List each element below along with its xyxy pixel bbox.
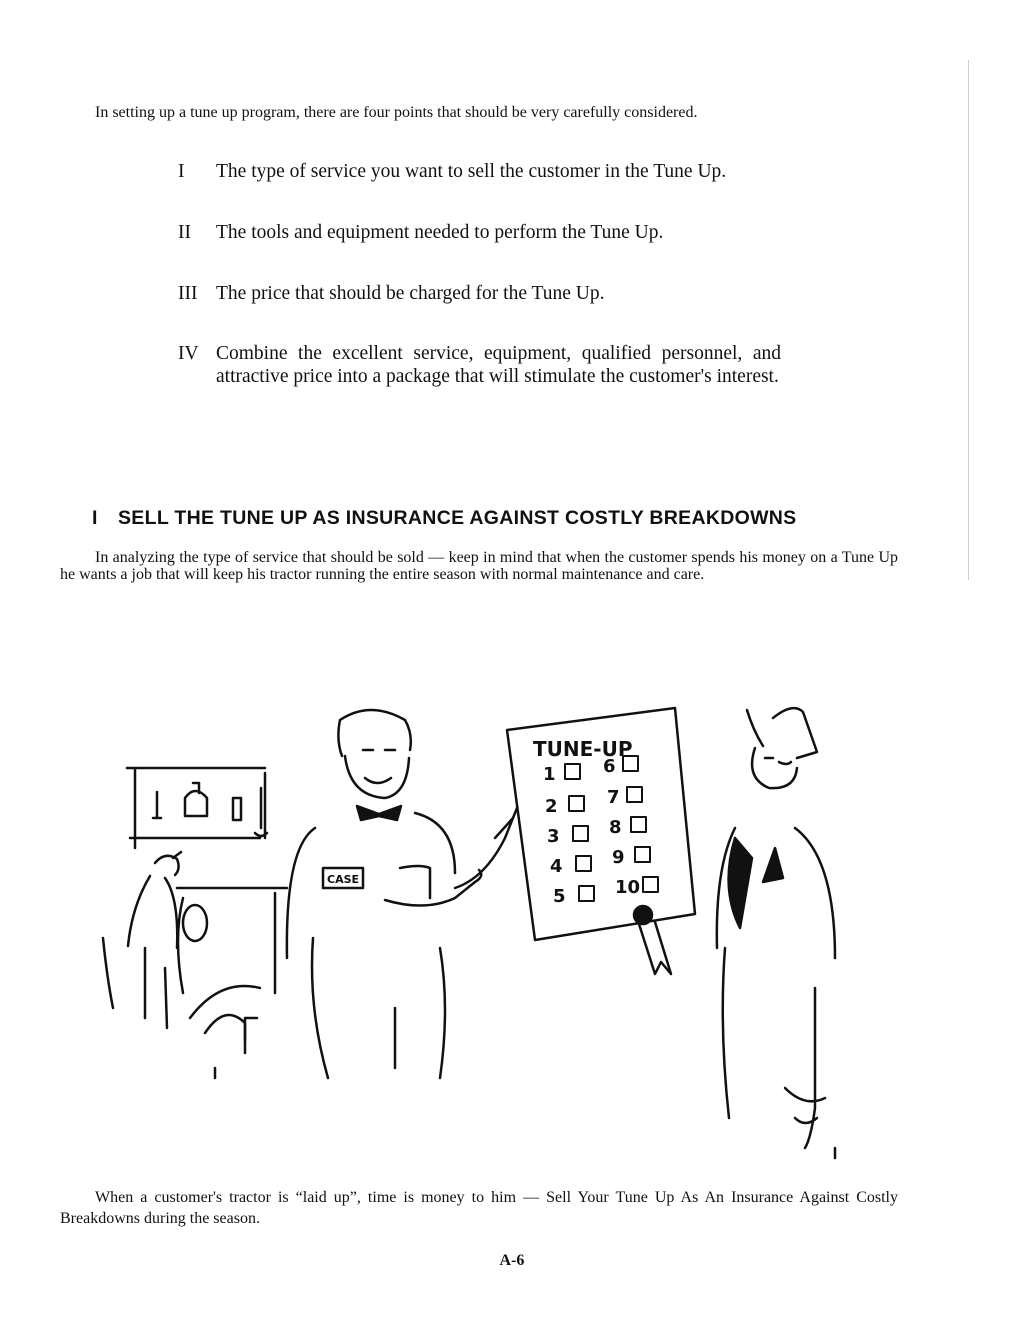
- point-text: The type of service you want to sell the customer in the Tune Up.: [216, 161, 727, 182]
- poster-item: 8: [609, 817, 622, 838]
- poster-item: 6: [603, 756, 616, 777]
- point-text: The price that should be charged for the Tune Up.: [216, 283, 605, 304]
- tune-up-poster: [507, 708, 695, 974]
- point-1: [178, 160, 818, 183]
- farmer-drawing: [717, 708, 835, 1158]
- poster-item: 1: [543, 764, 556, 785]
- poster-item: 2: [545, 796, 558, 817]
- ribbon-rosette: [634, 906, 652, 924]
- mechanic-and-tractor-drawing: [103, 852, 287, 1078]
- point-number: II: [178, 222, 191, 243]
- section-number: I: [92, 507, 98, 529]
- point-number: III: [178, 283, 198, 304]
- salesman-drawing: [287, 710, 517, 1078]
- tool-board-drawing: [127, 768, 267, 848]
- illustration-caption: When a customer's tractor is “laid up”, time is money to him — Sell Your Tune Up As An Insurance Against Costly Breakdowns during the season.: [60, 1189, 898, 1227]
- page-number: A-6: [499, 1252, 525, 1269]
- point-text: The tools and equipment needed to perform the Tune Up.: [216, 222, 664, 243]
- poster-item: 7: [607, 787, 620, 808]
- section-paragraph: In analyzing the type of service that should be sold — keep in mind that when the customer spends his money on a Tune Up he wants a job that will keep his tractor running the entire season with normal maintenance and care.: [60, 549, 898, 583]
- poster-item: 3: [547, 826, 560, 847]
- poster-item: 5: [553, 886, 566, 907]
- point-number: I: [178, 161, 185, 182]
- poster-item: 4: [550, 856, 563, 877]
- ribbon-tails: [639, 922, 671, 974]
- poster-title: TUNE-UP: [533, 737, 633, 761]
- point-3: [178, 282, 818, 305]
- point-number: IV: [178, 343, 199, 364]
- section-heading: [92, 507, 952, 530]
- intro-text: In setting up a tune up program, there are four points that should be very carefully considered.: [95, 104, 698, 121]
- poster-item: 10: [615, 877, 641, 898]
- page-edge-line: [968, 60, 969, 580]
- poster-item: 9: [612, 847, 625, 868]
- badge-text: CASE: [327, 873, 360, 886]
- point-4: [178, 342, 818, 388]
- section-title: SELL THE TUNE UP AS INSURANCE AGAINST COSTLY BREAKDOWNS: [118, 507, 797, 529]
- point-text: Combine the excellent service, equipment, qualified personnel, and attractive price into a package that will stimulate the customer's interest.: [216, 343, 781, 387]
- tune-up-illustration: [95, 688, 865, 1168]
- point-2: [178, 221, 818, 244]
